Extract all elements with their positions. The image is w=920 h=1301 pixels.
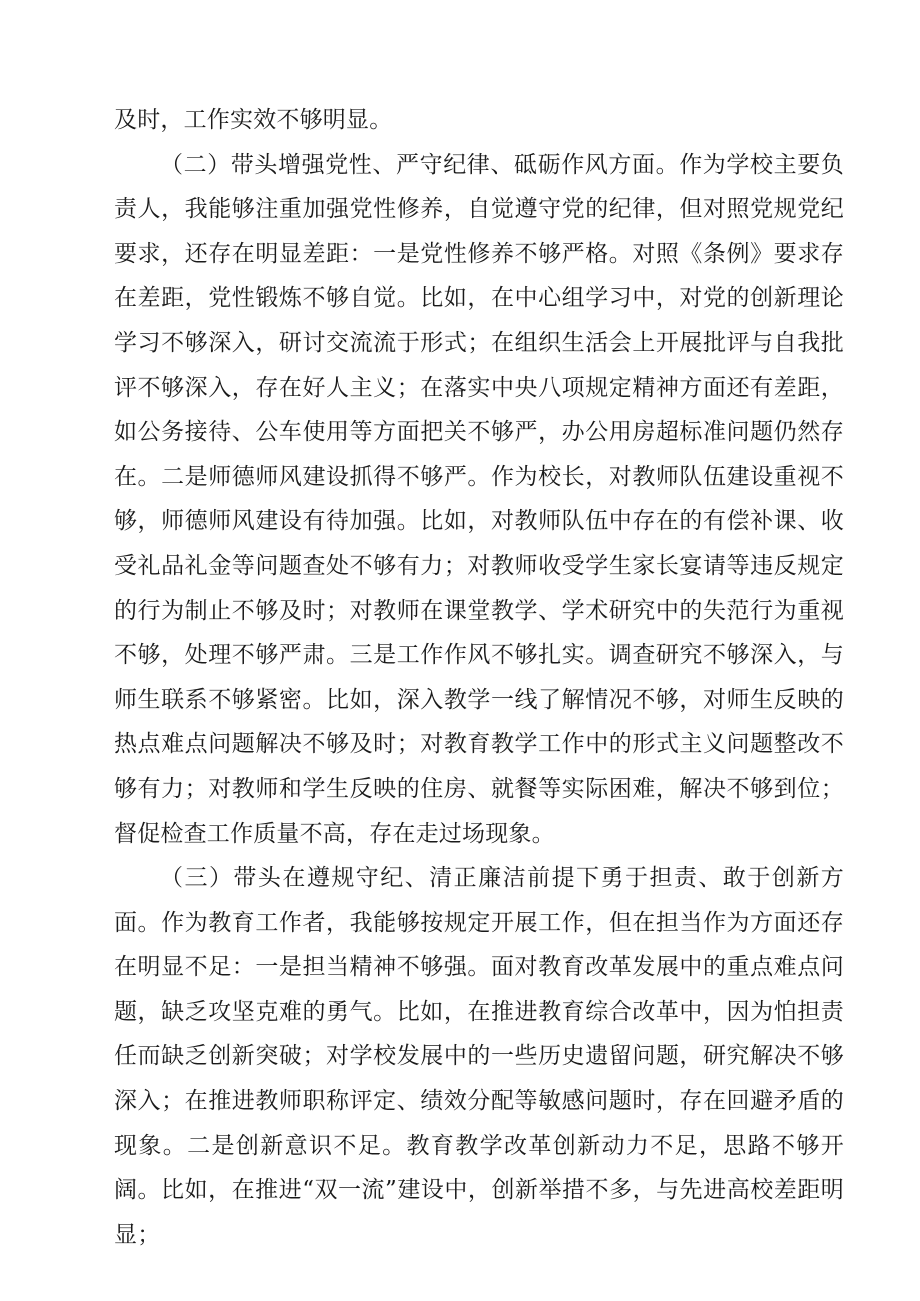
paragraph-section-three: （三）带头在遵规守纪、清正廉洁前提下勇于担责、敢于创新方面。作为教育工作者，我能够按规定开展工作，但在担当作为方面还存在明显不足：一是担当精神不够强。面对教育改革发展中的重点难点问题，缺乏攻坚克难的勇气。比如，在推进教育综合改革中，因为怕担责任而缺乏创新突破；对学校发展中的一些历史遗留问题，研究解决不够深入；在推进教师职称评定、绩效分配等敏感问题时，存在回避矛盾的现象。二是创新意识不足。教育教学改革创新动力不足，思路不够开阔。比如，在推进“双一流”建设中，创新举措不多，与先进高校差距明显； [114,865,844,1248]
document-body [114,98,844,1257]
paragraph-continuation: 及时，工作实效不够明显。 [114,107,393,133]
paragraph-section-two: （二）带头增强党性、严守纪律、砥砺作风方面。作为学校主要负责人，我能够注重加强党性修养，自觉遵守党的纪律，但对照党规党纪要求，还存在明显差距：一是党性修养不够严格。对照《条例》要求存在差距，党性锻炼不够自觉。比如，在中心组学习中，对党的创新理论学习不够深入，研讨交流流于形式；在组织生活会上开展批评与自我批评不够深入，存在好人主义；在落实中央八项规定精神方面还有差距，如公务接待、公车使用等方面把关不够严，办公用房超标准问题仍然存在。二是师德师风建设抓得不够严。作为校长，对教师队伍建设重视不够，师德师风建设有待加强。比如，对教师队伍中存在的有偿补课、收受礼品礼金等问题查处不够有力；对教师收受学生家长宴请等违反规定的行为制止不够及时；对教师在课堂教学、学术研究中的失范行为重视不够，处理不够严肃。三是工作作风不够扎实。调查研究不够深入，与师生联系不够紧密。比如，深入教学一线了解情况不够，对师生反映的热点难点问题解决不够及时；对教育教学工作中的形式主义问题整改不够有力；对教师和学生反映的住房、就餐等实际困难，解决不够到位；督促检查工作质量不高，存在走过场现象。 [114,151,844,847]
